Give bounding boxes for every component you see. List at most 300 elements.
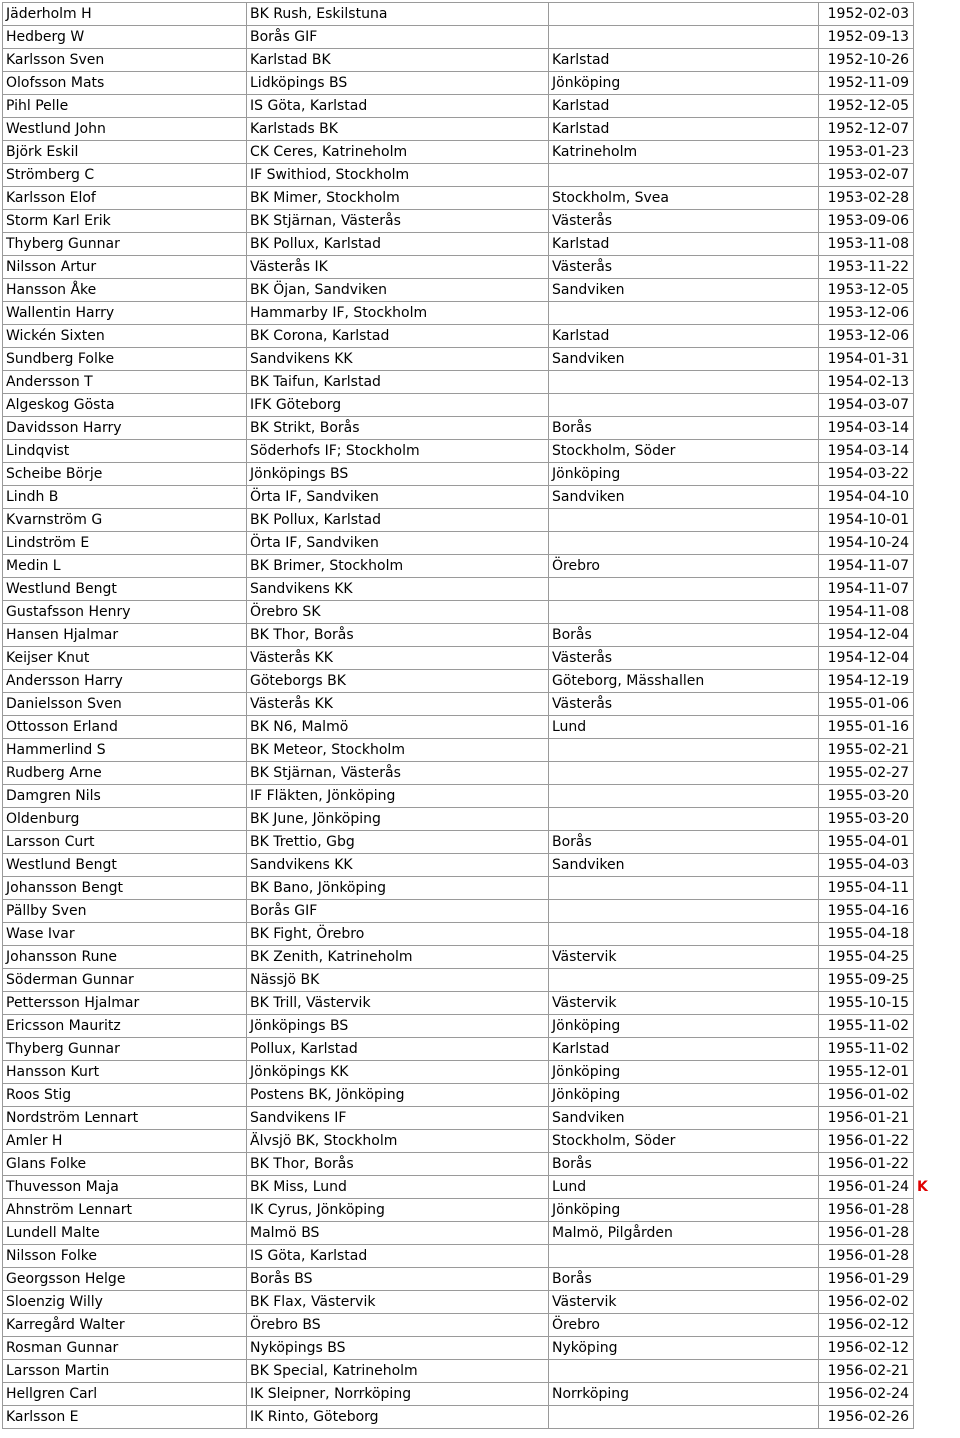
date-cell [819,601,914,624]
date-cell [819,1199,914,1222]
date-cell [819,1360,914,1383]
name-cell [3,394,247,417]
date-cell-text: 1955-04-16 [827,903,909,919]
date-cell-text: 1955-04-25 [827,949,909,965]
name-cell [3,900,247,923]
name-cell [3,647,247,670]
date-cell [819,1291,914,1314]
date-cell [819,302,914,325]
club-cell-text: BK Stjärnan, Västerås [250,213,401,229]
date-cell [819,969,914,992]
name-cell [3,3,247,26]
club-cell [247,578,549,601]
table-row [3,1153,914,1176]
date-cell-text: 1954-03-07 [827,397,909,413]
place-cell-text: Västervik [552,1294,617,1310]
name-cell-text: Thyberg Gunnar [6,236,120,252]
date-cell-text: 1954-02-13 [827,374,909,390]
name-cell-text: Amler H [6,1133,63,1149]
club-cell [247,302,549,325]
date-cell [819,348,914,371]
date-cell-text: 1953-11-08 [827,236,909,252]
club-cell [247,1015,549,1038]
club-cell-text: Hammarby IF, Stockholm [250,305,428,321]
place-cell [549,693,819,716]
club-cell [247,463,549,486]
name-cell-text: Hammerlind S [6,742,106,758]
club-cell-text: BK Zenith, Katrineholm [250,949,413,965]
place-cell [549,716,819,739]
place-cell [549,532,819,555]
date-cell-text: 1953-01-23 [827,144,909,160]
club-cell [247,1199,549,1222]
table-row [3,946,914,969]
club-cell-text: Pollux, Karlstad [250,1041,358,1057]
club-cell [247,371,549,394]
table-row [3,463,914,486]
date-cell-text: 1955-12-01 [827,1064,909,1080]
club-cell-text: Sandvikens KK [250,857,353,873]
club-cell-text: Borås GIF [250,29,318,45]
table-row [3,923,914,946]
club-cell-text: Älvsjö BK, Stockholm [250,1133,398,1149]
date-cell [819,1084,914,1107]
name-cell-text: Thuvesson Maja [6,1179,119,1195]
club-cell-text: BK Flax, Västervik [250,1294,376,1310]
club-cell-text: BK Trill, Västervik [250,995,371,1011]
date-cell [819,95,914,118]
place-cell [549,946,819,969]
place-cell-text: Nyköping [552,1340,618,1356]
name-cell-text: Westlund Bengt [6,581,117,597]
table-row [3,210,914,233]
place-cell [549,440,819,463]
club-cell-text: Jönköpings BS [250,466,349,482]
club-cell [247,394,549,417]
date-cell-text: 1953-09-06 [827,213,909,229]
place-cell [549,394,819,417]
club-cell-text: Postens BK, Jönköping [250,1087,405,1103]
place-cell [549,509,819,532]
date-cell-text: 1956-01-24 [827,1179,909,1195]
name-cell [3,1222,247,1245]
date-cell-text: 1952-02-03 [827,6,909,22]
name-cell [3,739,247,762]
place-cell-text: Göteborg, Mässhallen [552,673,705,689]
place-cell-text: Borås [552,420,592,436]
club-cell [247,3,549,26]
name-cell-text: Karlsson Sven [6,52,105,68]
place-cell [549,1107,819,1130]
name-cell [3,256,247,279]
place-cell [549,555,819,578]
date-cell-text: 1955-04-03 [827,857,909,873]
place-cell-text: Borås [552,1271,592,1287]
club-cell [247,670,549,693]
date-cell [819,26,914,49]
table-row [3,1199,914,1222]
name-cell-text: Karlsson Elof [6,190,96,206]
club-cell [247,164,549,187]
place-cell [549,670,819,693]
club-cell-text: BK Stjärnan, Västerås [250,765,401,781]
name-cell [3,532,247,555]
place-cell [549,831,819,854]
club-cell-text: Västerås KK [250,650,333,666]
name-cell-text: Nordström Lennart [6,1110,139,1126]
date-cell-text: 1955-01-06 [827,696,909,712]
table-row [3,3,914,26]
table-row [3,1222,914,1245]
name-cell [3,1038,247,1061]
name-cell-text: Medin L [6,558,61,574]
name-cell [3,601,247,624]
club-cell [247,233,549,256]
club-cell [247,325,549,348]
club-cell-text: BK Corona, Karlstad [250,328,390,344]
place-cell-text: Malmö, Pilgården [552,1225,673,1241]
date-cell-text: 1956-01-28 [827,1225,909,1241]
date-cell-text: 1954-03-14 [827,443,909,459]
name-cell-text: Damgren Nils [6,788,101,804]
place-cell [549,1406,819,1429]
date-cell-text: 1955-09-25 [827,972,909,988]
name-cell-text: Glans Folke [6,1156,87,1172]
table-row [3,26,914,49]
club-cell [247,1337,549,1360]
place-cell [549,1291,819,1314]
name-cell [3,624,247,647]
name-cell [3,26,247,49]
club-cell [247,877,549,900]
date-cell [819,1314,914,1337]
place-cell [549,1383,819,1406]
place-cell [549,1245,819,1268]
club-cell-text: IK Rinto, Göteborg [250,1409,379,1425]
date-cell-text: 1956-01-02 [827,1087,909,1103]
club-cell [247,854,549,877]
date-cell-text: 1955-03-20 [827,811,909,827]
name-cell [3,1291,247,1314]
place-cell-text: Norrköping [552,1386,630,1402]
table-row [3,716,914,739]
table-row [3,394,914,417]
club-cell [247,555,549,578]
date-cell-text: 1955-11-02 [827,1041,909,1057]
place-cell [549,164,819,187]
date-cell [819,1061,914,1084]
table-row [3,1314,914,1337]
club-cell-text: Lidköpings BS [250,75,348,91]
place-cell [549,1199,819,1222]
name-cell-text: Hansen Hjalmar [6,627,119,643]
date-cell-text: 1953-12-05 [827,282,909,298]
name-cell-text: Björk Eskil [6,144,79,160]
name-cell-text: Keijser Knut [6,650,90,666]
club-cell [247,187,549,210]
name-cell-text: Roos Stig [6,1087,72,1103]
name-cell-text: Pällby Sven [6,903,87,919]
club-cell [247,808,549,831]
date-cell [819,486,914,509]
place-cell [549,854,819,877]
date-cell [819,785,914,808]
date-cell [819,463,914,486]
club-cell-text: Karlstads BK [250,121,338,137]
club-cell-text: Örebro BS [250,1317,321,1333]
table-row [3,72,914,95]
records-table [2,2,928,1429]
name-cell [3,1084,247,1107]
club-cell-text: BK Meteor, Stockholm [250,742,405,758]
place-cell-text: Karlstad [552,1041,610,1057]
place-cell [549,302,819,325]
date-cell [819,1130,914,1153]
place-cell [549,1268,819,1291]
date-cell [819,578,914,601]
name-cell [3,348,247,371]
place-cell-text: Karlstad [552,236,610,252]
date-cell [819,49,914,72]
place-cell [549,210,819,233]
date-cell-text: 1954-11-07 [827,558,909,574]
place-cell-text: Karlstad [552,328,610,344]
name-cell-text: Kvarnström G [6,512,103,528]
place-cell [549,739,819,762]
table-row [3,417,914,440]
date-cell-text: 1956-02-12 [827,1317,909,1333]
name-cell-text: Andersson T [6,374,93,390]
club-cell-text: IF Fläkten, Jönköping [250,788,396,804]
club-cell-text: Borås BS [250,1271,313,1287]
table-row [3,601,914,624]
date-cell-text: 1954-01-31 [827,351,909,367]
club-cell [247,256,549,279]
name-cell-text: Wase Ivar [6,926,75,942]
name-cell [3,417,247,440]
place-cell-text: Borås [552,834,592,850]
club-cell-text: Sandvikens KK [250,581,353,597]
club-cell-text: Göteborgs BK [250,673,346,689]
place-cell [549,1130,819,1153]
name-cell [3,1130,247,1153]
club-cell [247,1061,549,1084]
name-cell [3,463,247,486]
club-cell [247,1176,549,1199]
place-cell [549,1222,819,1245]
club-cell-text: Nyköpings BS [250,1340,346,1356]
place-cell-text: Västerås [552,650,613,666]
club-cell-text: IK Cyrus, Jönköping [250,1202,385,1218]
name-cell-text: Ottosson Erland [6,719,118,735]
date-cell [819,624,914,647]
name-cell [3,1268,247,1291]
date-cell-text: 1956-02-24 [827,1386,909,1402]
date-cell-text: 1954-04-10 [827,489,909,505]
club-cell-text: BK Thor, Borås [250,1156,354,1172]
name-cell-text: Oldenburg [6,811,80,827]
table-row [3,1406,914,1429]
table-row [3,1176,914,1199]
name-cell-text: Andersson Harry [6,673,123,689]
date-cell-text: 1954-10-01 [827,512,909,528]
date-cell [819,1015,914,1038]
club-cell-text: IF Swithiod, Stockholm [250,167,410,183]
table-row [3,118,914,141]
date-cell [819,877,914,900]
date-cell-text: 1954-03-14 [827,420,909,436]
place-cell [549,256,819,279]
table-row [3,1360,914,1383]
place-cell [549,3,819,26]
date-cell-text: 1954-11-07 [827,581,909,597]
name-cell-text: Wickén Sixten [6,328,105,344]
table-row [3,187,914,210]
name-cell [3,1406,247,1429]
date-cell [819,992,914,1015]
date-cell [819,532,914,555]
date-cell [819,72,914,95]
place-cell [549,762,819,785]
club-cell [247,1107,549,1130]
name-cell [3,187,247,210]
date-cell-text: 1953-02-07 [827,167,909,183]
club-cell-text: Sandvikens IF [250,1110,347,1126]
date-cell [819,1245,914,1268]
club-cell [247,509,549,532]
club-cell-text: IK Sleipner, Norrköping [250,1386,412,1402]
club-cell [247,1383,549,1406]
name-cell [3,578,247,601]
table-row [3,1107,914,1130]
club-cell-text: Karlstad BK [250,52,331,68]
place-cell-text: Västervik [552,949,617,965]
place-cell-text: Karlstad [552,52,610,68]
name-cell-text: Westlund John [6,121,106,137]
place-cell-text: Karlstad [552,121,610,137]
club-cell [247,992,549,1015]
name-cell [3,1245,247,1268]
date-cell [819,371,914,394]
club-cell-text: BK Miss, Lund [250,1179,347,1195]
table-row [3,1084,914,1107]
table-row [3,693,914,716]
table-row [3,762,914,785]
club-cell-text: CK Ceres, Katrineholm [250,144,408,160]
place-cell [549,417,819,440]
table-row [3,877,914,900]
club-cell [247,946,549,969]
name-cell [3,233,247,256]
date-cell [819,900,914,923]
club-cell-text: Borås GIF [250,903,318,919]
place-cell [549,348,819,371]
name-cell-text: Algeskog Gösta [6,397,115,413]
club-cell [247,532,549,555]
place-cell [549,969,819,992]
date-cell-text: 1955-04-01 [827,834,909,850]
place-cell [549,1153,819,1176]
name-cell-text: Westlund Bengt [6,857,117,873]
table-row [3,486,914,509]
name-cell-text: Lundell Malte [6,1225,100,1241]
club-cell [247,1222,549,1245]
place-cell [549,1337,819,1360]
place-cell-text: Sandviken [552,282,625,298]
date-cell [819,1383,914,1406]
date-cell [819,808,914,831]
table-row [3,440,914,463]
place-cell-text: Katrineholm [552,144,638,160]
club-cell [247,279,549,302]
name-cell [3,762,247,785]
date-cell-text: 1955-03-20 [827,788,909,804]
name-cell [3,946,247,969]
name-cell [3,440,247,463]
table-row [3,969,914,992]
table-row [3,670,914,693]
club-cell-text: Västerås KK [250,696,333,712]
date-cell [819,3,914,26]
date-cell [819,1222,914,1245]
date-cell-text: 1955-04-18 [827,926,909,942]
club-cell [247,141,549,164]
table-row [3,164,914,187]
club-cell-text: BK Öjan, Sandviken [250,282,387,298]
club-cell-text: BK Thor, Borås [250,627,354,643]
place-cell-text: Jönköping [552,466,621,482]
name-cell-text: Nilsson Folke [6,1248,97,1264]
name-cell [3,1061,247,1084]
place-cell [549,72,819,95]
club-cell [247,1314,549,1337]
place-cell-text: Jönköping [552,1018,621,1034]
table-row [3,1061,914,1084]
club-cell-text: BK Mimer, Stockholm [250,190,400,206]
club-cell-text: BK Pollux, Karlstad [250,512,381,528]
name-cell [3,992,247,1015]
date-cell [819,187,914,210]
table-row [3,555,914,578]
club-cell [247,26,549,49]
date-cell-text: 1952-11-09 [827,75,909,91]
place-cell-text: Jönköping [552,1087,621,1103]
date-cell [819,831,914,854]
place-cell [549,187,819,210]
table-row [3,233,914,256]
name-cell-text: Strömberg C [6,167,95,183]
date-cell-text: 1954-12-19 [827,673,909,689]
club-cell-text: BK N6, Malmö [250,719,349,735]
place-cell-text: Lund [552,719,587,735]
place-cell-text: Jönköping [552,75,621,91]
date-cell-text: 1956-01-28 [827,1202,909,1218]
table-row [3,49,914,72]
name-cell [3,808,247,831]
club-cell [247,785,549,808]
date-cell-text: 1953-11-22 [827,259,909,275]
name-cell [3,854,247,877]
club-cell-text: BK Rush, Eskilstuna [250,6,388,22]
name-cell-text: Ericsson Mauritz [6,1018,121,1034]
name-cell-text: Georgsson Helge [6,1271,126,1287]
name-cell [3,210,247,233]
place-cell [549,601,819,624]
place-cell-text: Sandviken [552,351,625,367]
name-cell-text: Nilsson Artur [6,259,97,275]
name-cell-text: Gustafsson Henry [6,604,131,620]
name-cell-text: Rosman Gunnar [6,1340,119,1356]
